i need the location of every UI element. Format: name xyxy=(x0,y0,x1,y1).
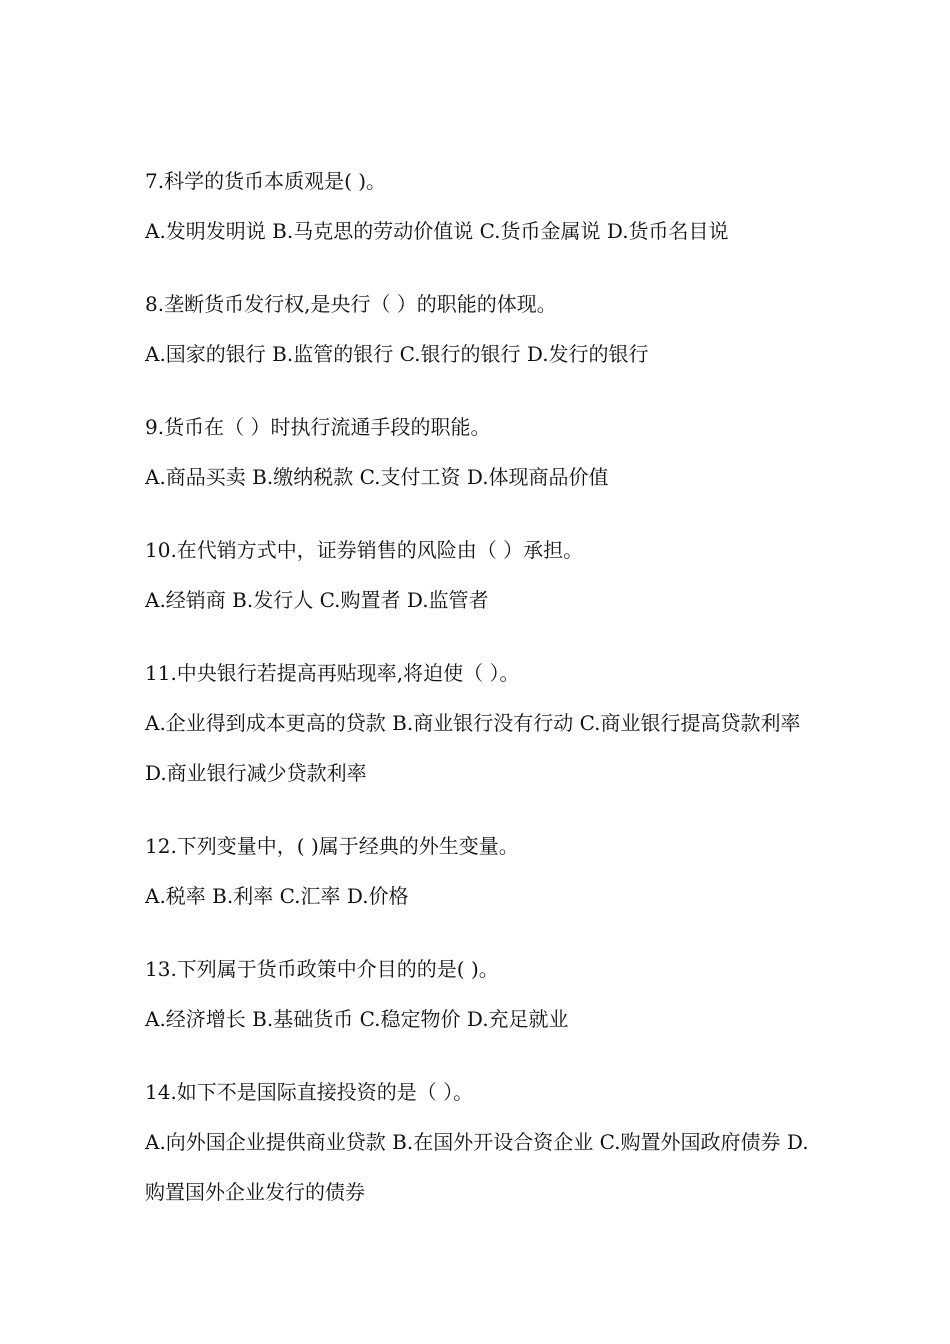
question-options: A.经销商 B.发行人 C.购置者 D.监管者 xyxy=(145,588,489,612)
question-options: A.向外国企业提供商业贷款 B.在国外开设合资企业 C.购置外国政府债券 D.购置国外企业发行的债券 xyxy=(145,1130,809,1204)
question-item xyxy=(145,822,815,921)
question-options: A.企业得到成本更高的贷款 B.商业银行没有行动 C.商业银行提高贷款利率 D.商业银行减少贷款利率 xyxy=(145,711,801,785)
question-stem: 8.垄断货币发行权,是央行（ ）的职能的体现。 xyxy=(145,292,557,316)
question-stem: 7.科学的货币本质观是( )。 xyxy=(145,169,387,193)
question-stem: 12.下列变量中，( )属于经典的外生变量。 xyxy=(145,834,519,858)
question-options: A.商品买卖 B.缴纳税款 C.支付工资 D.体现商品价值 xyxy=(145,465,609,489)
question-item xyxy=(145,157,815,256)
question-options: A.税率 B.利率 C.汇率 D.价格 xyxy=(145,884,409,908)
question-item xyxy=(145,945,815,1044)
question-stem: 13.下列属于货币政策中介目的的是( )。 xyxy=(145,957,499,981)
question-options: A.国家的银行 B.监管的银行 C.银行的银行 D.发行的银行 xyxy=(145,342,649,366)
question-item xyxy=(145,403,815,502)
question-list xyxy=(145,157,815,1241)
question-stem: 11.中央银行若提高再贴现率,将迫使（ ）。 xyxy=(145,661,520,685)
question-item xyxy=(145,649,815,798)
question-stem: 14.如下不是国际直接投资的是（ ）。 xyxy=(145,1080,474,1104)
question-item xyxy=(145,526,815,625)
question-item xyxy=(145,1068,815,1217)
question-options: A.经济增长 B.基础货币 C.稳定物价 D.充足就业 xyxy=(145,1007,569,1031)
question-options: A.发明发明说 B.马克思的劳动价值说 C.货币金属说 D.货币名目说 xyxy=(145,219,729,243)
question-item xyxy=(145,280,815,379)
question-stem: 9.货币在（ ）时执行流通手段的职能。 xyxy=(145,415,491,439)
question-stem: 10.在代销方式中，证券销售的风险由（ ）承担。 xyxy=(145,538,584,562)
